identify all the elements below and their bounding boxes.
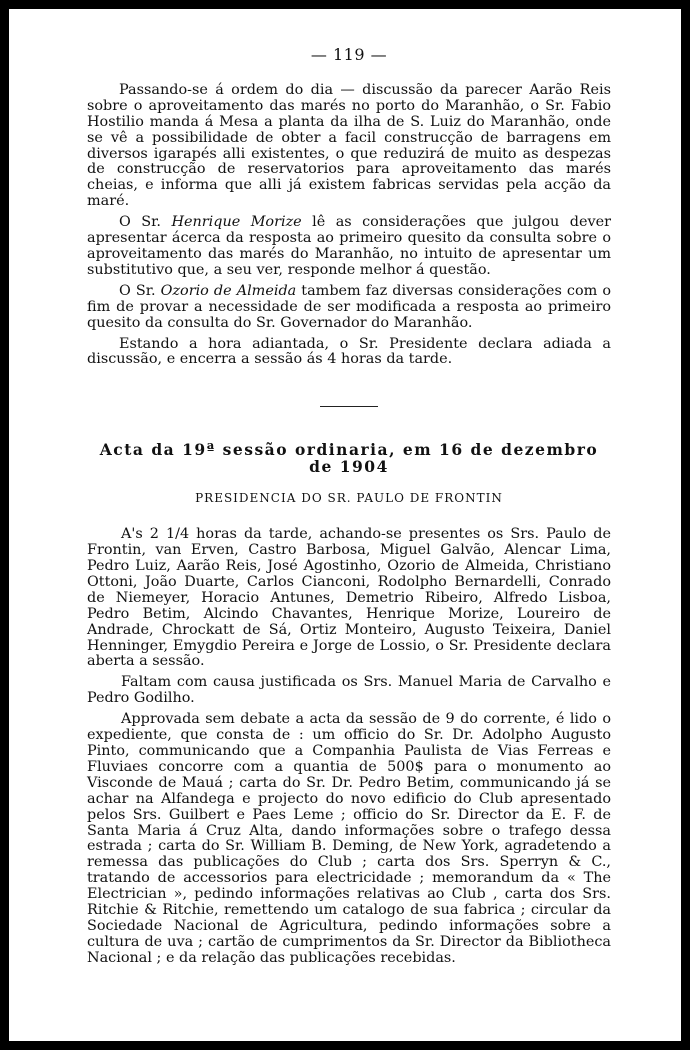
paragraph: A's 2 1/4 horas da tarde, achando-se presentes os Srs. Paulo de Frontin, van Erven, Castro Barbosa, Miguel Galvão, Alencar Lima, Pedro Luiz, Aarão Reis, José Agostinho, Ozorio de Almeida, Christiano Ottoni, João Duarte, Carlos Cianconi, Rodolpho Bernardelli, Conrado de Niemeyer, Horacio Antunes, Demetrio Ribeiro, Alfredo Lisboa, Pedro Betim, Alcindo Chavantes, Henrique Morize, Loureiro de Andrade, Chrockatt de Sá, Ortiz Monteiro, Augusto Teixeira, Daniel Henninger, Emygdio Pereira e Jorge de Lossio, o Sr. Presidente declara aberta a sessão. bbox=[87, 526, 611, 670]
paragraph: O Sr. Henrique Morize lê as considerações que julgou dever apresentar ácerca da resposta ao primeiro quesito da consulta sobre o aproveitamento das marés do Maranhão, no intuito de apresentar um substitutivo que, a seu ver, responde melhor á questão. bbox=[87, 214, 611, 278]
paragraph: Approvada sem debate a acta da sessão de 9 do corrente, é lido o expediente, que consta de : um officio do Sr. Dr. Adolpho Augusto Pinto, communicando que a Companhia Paulista de Vias Ferreas e Fluviaes concorre com a quantia de 500$ para o monumento ao Visconde de Mauá ; carta do Sr. Dr. Pedro Betim, communicando já se achar na Alfandega e projecto do novo edificio do Club apresentado pelos Srs. Guilbert e Paes Leme ; officio do Sr. Director da E. F. de Santa Maria á Cruz Alta, dando informações sobre o trafego dessa estrada ; carta do Sr. William B. Deming, de New York, agradetendo a remessa das publicações do Club ; carta dos Srs. Sperryn & C., tratando de accessorios para electricidade ; memorandum da « The Electrician », pedindo informações relativas ao Club , carta dos Srs. Ritchie & Ritchie, remettendo um catalogo de sua fabrica ; circular da Sociedade Nacional de Agricultura, pedindo informações sobre a cultura de uva ; cartão de cumprimentos da Sr. Director da Bibliotheca Nacional ; e da relação das publicações recebidas. bbox=[87, 711, 611, 966]
paragraph: Passando-se á ordem do dia — discussão da parecer Aarão Reis sobre o aproveitamento das marés no porto do Maranhão, o Sr. Fabio Hostilio manda á Mesa a planta da ilha de S. Luiz do Maranhão, onde se vê a possibilidade de obter a facil construcção de barragens em diversos igarapés alli existentes, o que reduzirá de muito as despezas de construcção de reservatorios para aproveitamento das marés cheias, e informa que alli já existem fabricas servidas pela acção da maré. bbox=[87, 81, 611, 210]
document-page bbox=[9, 9, 681, 1041]
section-divider bbox=[320, 406, 378, 407]
speaker-name: Ozorio de Almeida bbox=[160, 282, 297, 299]
paragraph: Estando a hora adiantada, o Sr. Presidente declara adiada a discussão, e encerra a sessão ás 4 horas da tarde. bbox=[87, 335, 611, 368]
session-minutes bbox=[87, 527, 611, 966]
minutes-continuation bbox=[87, 83, 611, 368]
page-number: — 119 — bbox=[310, 45, 388, 64]
presidency-line: PRESIDENCIA DO SR. PAULO DE FRONTIN bbox=[195, 491, 503, 506]
speaker-name: Henrique Morize bbox=[171, 214, 302, 231]
paragraph: Faltam com causa justificada os Srs. Manuel Maria de Carvalho e Pedro Godilho. bbox=[87, 674, 611, 707]
section-title: Acta da 19ª sessão ordinaria, em 16 de dezembro de 1904 bbox=[99, 440, 599, 477]
paragraph: O Sr. Ozorio de Almeida tambem faz diversas considerações com o fim de provar a necessidade de ser modificada a resposta ao primeiro quesito da consulta do Sr. Governador do Maranhão. bbox=[87, 282, 611, 331]
